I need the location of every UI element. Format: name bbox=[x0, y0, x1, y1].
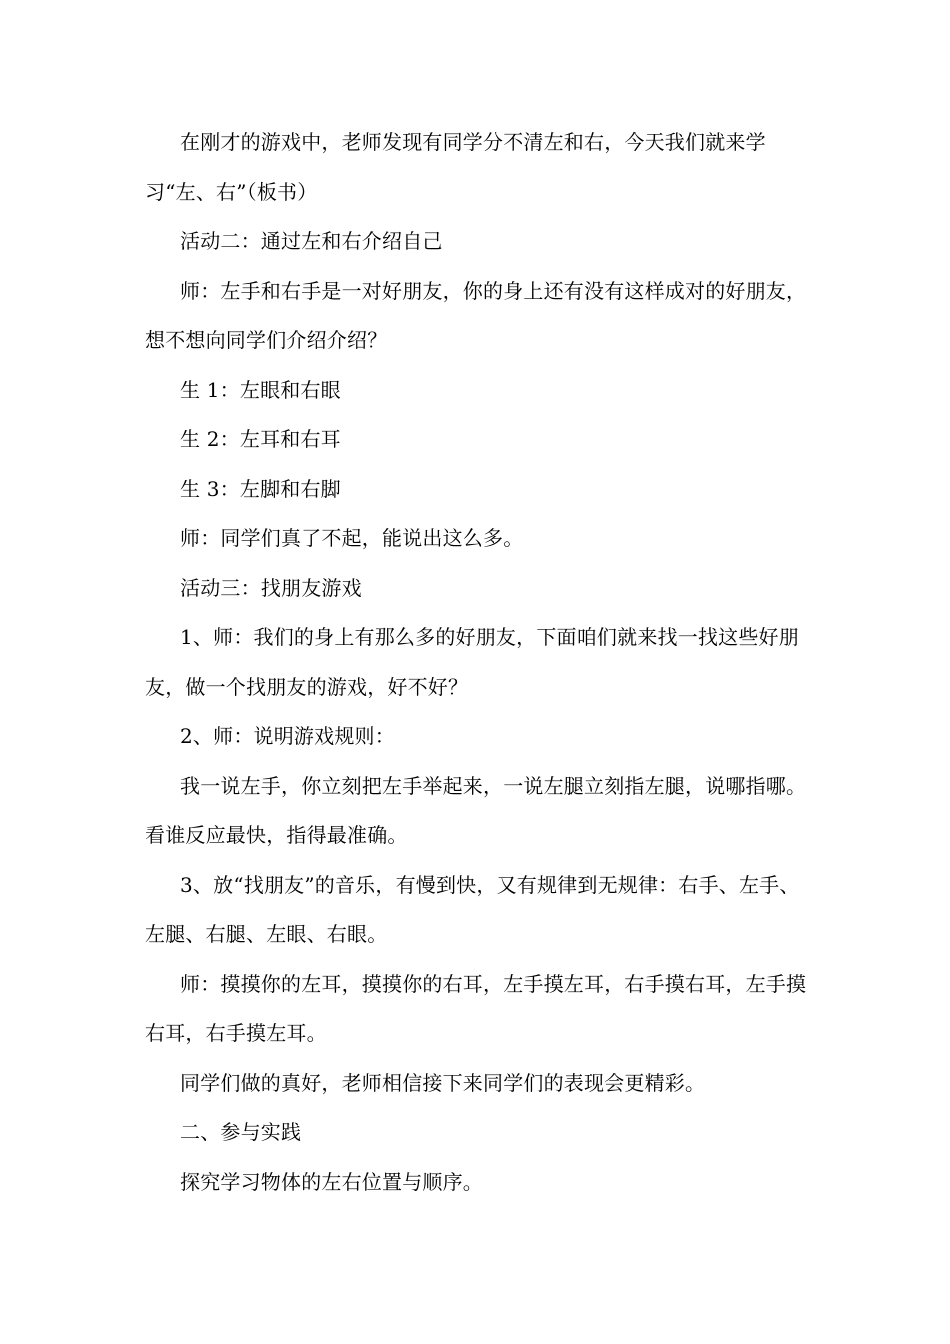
paragraph: 在刚才的游戏中，老师发现有同学分不清左和右，今天我们就来学习“左、右”（板书） bbox=[145, 130, 766, 204]
paragraph: 2、师：说明游戏规则： bbox=[180, 724, 395, 748]
paragraph: 生 3：左脚和右脚 bbox=[180, 476, 341, 501]
paragraph: 我一说左手，你立刻把左手举起来，一说左腿立刻指左腿，说哪指哪。看谁反应最快，指得最准确。 bbox=[145, 773, 807, 847]
paragraph: 同学们做的真好，老师相信接下来同学们的表现会更精彩。 bbox=[180, 1070, 706, 1095]
paragraph: 生 1：左眼和右眼 bbox=[180, 377, 341, 402]
paragraph: 活动三：找朋友游戏 bbox=[180, 575, 362, 600]
paragraph: 师：左手和右手是一对好朋友，你的身上还有没有这样成对的好朋友，想不想向同学们介绍介绍？ bbox=[145, 278, 807, 352]
paragraph: 3、放“找朋友”的音乐，有慢到快，又有规律到无规律：右手、左手、左腿、右腿、左眼、右眼。 bbox=[145, 872, 800, 946]
paragraph: 师：同学们真了不起，能说出这么多。 bbox=[180, 526, 524, 550]
paragraph: 活动二：通过左和右介绍自己 bbox=[180, 229, 443, 253]
paragraph: 二、参与实践 bbox=[180, 1120, 302, 1144]
paragraph: 1、师：我们的身上有那么多的好朋友，下面咱们就来找一找这些好朋友，做一个找朋友的游戏，好不好？ bbox=[145, 625, 799, 699]
paragraph: 生 2：左耳和右耳 bbox=[180, 427, 341, 451]
document-body bbox=[145, 118, 810, 1207]
paragraph: 师：摸摸你的左耳，摸摸你的右耳，左手摸左耳，右手摸右耳，左手摸右耳，右手摸左耳。 bbox=[145, 971, 807, 1045]
paragraph: 探究学习物体的左右位置与顺序。 bbox=[180, 1169, 483, 1194]
